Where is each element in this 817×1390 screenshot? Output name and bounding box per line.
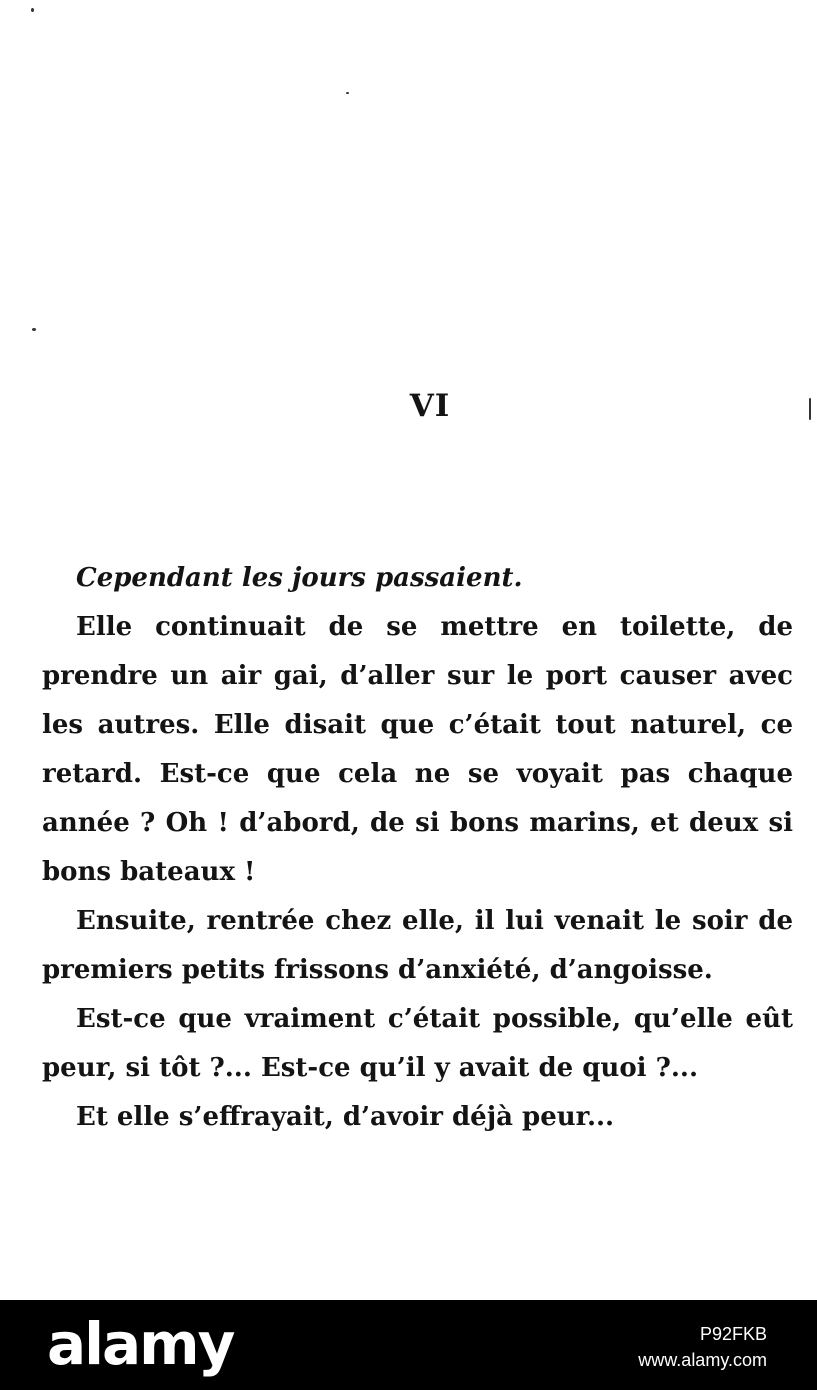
stock-image-id: P92FKB [699,1324,767,1344]
body-text [42,554,793,1142]
paragraph: Ensuite, rentrée chez elle, il lui venait le soir de premiers petits frissons d’anxiété, d’angoisse. [42,906,793,985]
paragraph: Elle continuait de se mettre en toilette, de prendre un air gai, d’aller sur le port causer avec les autres. Elle disait que c’était tout naturel, ce retard. Est-ce que cela ne se voyait pas chaque année ? Oh ! d’abord, de si bons marins, et deux si bons bateaux ! [42,612,793,887]
site-url: www.alamy.com [638,1350,767,1370]
print-speck [31,8,34,12]
print-speck [32,328,36,331]
paragraph: Cependant les jours passaient. [76,563,523,593]
print-speck [346,92,349,94]
chapter-heading: VI [409,388,451,424]
paragraph: Est-ce que vraiment c’était possible, qu’elle eût peur, si tôt ?... Est-ce qu’il y avait de quoi ?... [42,1004,793,1083]
alamy-logo: alamy [47,1310,234,1378]
watermark-banner [0,1300,817,1390]
paragraph: Et elle s’effrayait, d’avoir déjà peur... [76,1102,615,1132]
